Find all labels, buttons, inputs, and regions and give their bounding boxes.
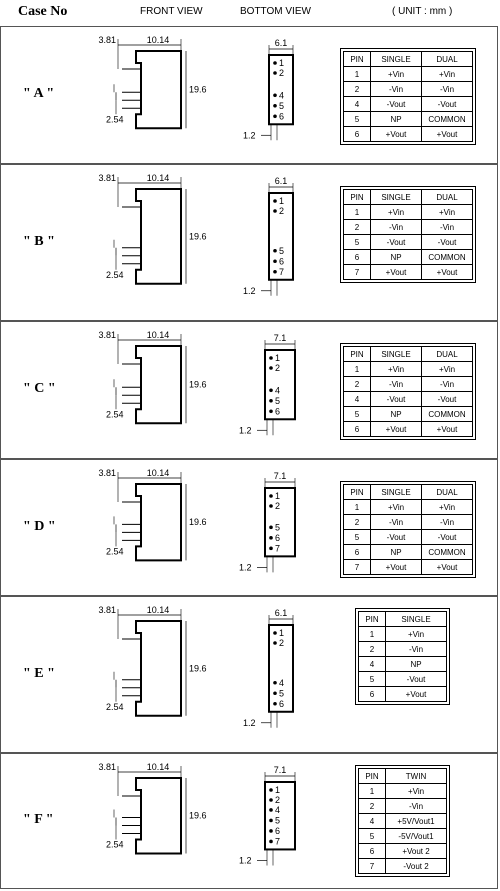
pin-number: 5 bbox=[279, 245, 285, 256]
case-label: " D " bbox=[23, 518, 56, 534]
case-diagram bbox=[1, 322, 341, 460]
table-row bbox=[344, 127, 473, 142]
pin-dot bbox=[269, 798, 273, 802]
pin-dot bbox=[269, 526, 273, 530]
table-row bbox=[344, 407, 473, 422]
table-row bbox=[359, 829, 447, 844]
pin-dot bbox=[269, 494, 273, 498]
table-cell: 1 bbox=[359, 627, 386, 642]
table-row bbox=[344, 82, 473, 97]
pin-dot bbox=[269, 366, 273, 370]
table-cell: +Vin bbox=[371, 205, 422, 220]
table-cell: +Vin bbox=[422, 205, 473, 220]
table-cell: +Vout 2 bbox=[386, 844, 447, 859]
table-row bbox=[344, 560, 473, 575]
pin-number: 1 bbox=[275, 491, 281, 501]
dim-bottom-width: 6.1 bbox=[274, 38, 288, 48]
front-body bbox=[136, 51, 181, 128]
pin-dot bbox=[269, 788, 273, 792]
dim-pitch: 2.54 bbox=[106, 269, 124, 280]
pin-dot bbox=[273, 691, 277, 695]
dim-spacing: 1.2 bbox=[243, 285, 256, 296]
table-cell: +Vout bbox=[371, 422, 422, 437]
table-header-row bbox=[359, 612, 447, 627]
pin-number: 4 bbox=[279, 677, 285, 688]
column-header: PIN bbox=[344, 485, 371, 500]
case-label: " F " bbox=[23, 812, 54, 827]
table-cell: +Vin bbox=[422, 500, 473, 515]
table-row bbox=[344, 500, 473, 515]
pin-table bbox=[343, 51, 473, 142]
table-cell: 6 bbox=[359, 844, 386, 859]
pin-dot bbox=[273, 270, 277, 274]
dim-width: 10.14 bbox=[146, 35, 170, 45]
case-diagram bbox=[1, 597, 341, 754]
case-label: " A " bbox=[23, 86, 55, 101]
table-cell: -Vout bbox=[371, 530, 422, 545]
dim-spacing: 1.2 bbox=[243, 717, 256, 728]
table-cell: 2 bbox=[344, 515, 371, 530]
column-header: SINGLE bbox=[371, 52, 422, 67]
table-row bbox=[359, 672, 447, 687]
pin-dot bbox=[273, 249, 277, 253]
table-cell: +Vout bbox=[371, 560, 422, 575]
column-header: PIN bbox=[344, 347, 371, 362]
table-cell: +Vin bbox=[371, 500, 422, 515]
pin-number: 5 bbox=[275, 522, 281, 533]
table-row bbox=[344, 235, 473, 250]
table-cell: 6 bbox=[344, 422, 371, 437]
table-cell: NP bbox=[386, 657, 447, 672]
column-header: PIN bbox=[359, 769, 386, 784]
pin-dot bbox=[269, 356, 273, 360]
case-label: " C " bbox=[23, 381, 56, 396]
case-section bbox=[0, 321, 498, 459]
table-cell: +Vin bbox=[386, 784, 447, 799]
table-cell: NP bbox=[371, 545, 422, 560]
pin-number: 4 bbox=[279, 90, 285, 101]
pin-dot bbox=[269, 808, 273, 812]
table-cell: +Vout bbox=[371, 265, 422, 280]
column-header: PIN bbox=[359, 612, 386, 627]
column-header: SINGLE bbox=[386, 612, 447, 627]
bottom-view bbox=[239, 471, 295, 572]
table-row bbox=[344, 205, 473, 220]
column-header: SINGLE bbox=[371, 190, 422, 205]
pin-number: 4 bbox=[275, 804, 281, 815]
dim-bottom-width: 6.1 bbox=[274, 608, 288, 618]
table-row bbox=[344, 530, 473, 545]
table-cell: 6 bbox=[344, 127, 371, 142]
pin-table bbox=[343, 484, 473, 575]
pin-dot bbox=[269, 409, 273, 413]
table-row bbox=[344, 422, 473, 437]
table-cell: -5V/Vout1 bbox=[386, 829, 447, 844]
table-cell: +Vin bbox=[386, 627, 447, 642]
table-row bbox=[344, 265, 473, 280]
table-header-row bbox=[344, 190, 473, 205]
table-cell: -Vout bbox=[371, 392, 422, 407]
pin-dot bbox=[273, 61, 277, 65]
dim-pin-offset: 3.81 bbox=[98, 605, 116, 615]
table-cell: -Vout 2 bbox=[386, 859, 447, 874]
dim-width: 10.14 bbox=[146, 605, 170, 615]
table-cell: +Vout bbox=[422, 127, 473, 142]
table-row bbox=[359, 627, 447, 642]
table-cell: -Vin bbox=[386, 642, 447, 657]
table-cell: 2 bbox=[359, 642, 386, 657]
pin-number: 6 bbox=[275, 825, 281, 836]
pin-number: 1 bbox=[279, 628, 285, 638]
dim-pin-offset: 3.81 bbox=[98, 173, 116, 183]
dim-width: 10.14 bbox=[146, 468, 170, 478]
table-row bbox=[359, 657, 447, 672]
table-cell: 7 bbox=[344, 560, 371, 575]
pin-number: 4 bbox=[275, 385, 281, 396]
table-row bbox=[344, 362, 473, 377]
column-header: DUAL bbox=[422, 52, 473, 67]
dim-pin-offset: 3.81 bbox=[98, 762, 116, 772]
pin-dot bbox=[269, 536, 273, 540]
table-cell: 5 bbox=[344, 407, 371, 422]
table-cell: 6 bbox=[359, 687, 386, 702]
table-cell: 1 bbox=[344, 500, 371, 515]
front-view bbox=[98, 605, 206, 716]
table-cell: 6 bbox=[344, 545, 371, 560]
front-view bbox=[98, 173, 206, 284]
table-row bbox=[359, 814, 447, 829]
table-cell: 5 bbox=[359, 672, 386, 687]
table-row bbox=[359, 844, 447, 859]
table-header-row bbox=[359, 769, 447, 784]
case-section bbox=[0, 596, 498, 753]
pin-number: 2 bbox=[275, 795, 281, 805]
dim-height: 19.6 bbox=[189, 379, 207, 390]
column-header: DUAL bbox=[422, 190, 473, 205]
case-diagram bbox=[1, 460, 341, 597]
dim-pitch: 2.54 bbox=[106, 114, 124, 125]
pin-number: 6 bbox=[279, 256, 285, 267]
table-row bbox=[344, 67, 473, 82]
dim-width: 10.14 bbox=[146, 330, 170, 340]
table-cell: 1 bbox=[344, 205, 371, 220]
dim-height: 19.6 bbox=[189, 84, 207, 95]
table-cell: COMMON bbox=[422, 407, 473, 422]
dim-height: 19.6 bbox=[189, 517, 207, 528]
table-cell: 1 bbox=[344, 362, 371, 377]
dim-spacing: 1.2 bbox=[239, 855, 252, 866]
pin-dot bbox=[269, 840, 273, 844]
pin-number: 5 bbox=[275, 395, 281, 406]
table-cell: 2 bbox=[344, 82, 371, 97]
pin-dot bbox=[273, 631, 277, 635]
table-row bbox=[359, 859, 447, 874]
header-row bbox=[0, 0, 500, 26]
pin-number: 6 bbox=[279, 698, 285, 709]
table-row bbox=[344, 220, 473, 235]
pin-number: 1 bbox=[279, 58, 285, 68]
pin-dot bbox=[269, 547, 273, 551]
table-cell: NP bbox=[371, 112, 422, 127]
dim-spacing: 1.2 bbox=[239, 425, 252, 436]
table-cell: -Vin bbox=[371, 82, 422, 97]
dim-bottom-width: 7.1 bbox=[273, 471, 287, 481]
dim-width: 10.14 bbox=[146, 173, 170, 183]
pin-number: 1 bbox=[279, 196, 285, 206]
table-cell: -Vout bbox=[422, 530, 473, 545]
pin-number: 5 bbox=[275, 815, 281, 826]
pin-dot bbox=[269, 819, 273, 823]
table-header-row bbox=[344, 52, 473, 67]
dim-spacing: 1.2 bbox=[239, 562, 252, 573]
dim-bottom-width: 7.1 bbox=[273, 333, 287, 343]
pin-number: 7 bbox=[279, 266, 285, 277]
table-cell: -Vin bbox=[386, 799, 447, 814]
bottom-view bbox=[243, 38, 293, 140]
table-cell: -Vin bbox=[422, 515, 473, 530]
pin-number: 1 bbox=[275, 785, 281, 795]
table-cell: 6 bbox=[344, 250, 371, 265]
table-cell: +Vin bbox=[422, 362, 473, 377]
table-cell: +Vout bbox=[422, 560, 473, 575]
front-view bbox=[98, 330, 206, 423]
table-row bbox=[344, 377, 473, 392]
front-view bbox=[98, 35, 206, 128]
table-row bbox=[344, 112, 473, 127]
table-cell: 5 bbox=[344, 530, 371, 545]
table-cell: 4 bbox=[359, 814, 386, 829]
bottom-view bbox=[239, 333, 295, 435]
pin-dot bbox=[273, 71, 277, 75]
table-cell: 7 bbox=[359, 859, 386, 874]
bottom-view bbox=[239, 765, 295, 865]
table-cell: -Vin bbox=[371, 515, 422, 530]
table-cell: +Vin bbox=[422, 67, 473, 82]
front-body bbox=[136, 346, 181, 423]
column-header: PIN bbox=[344, 190, 371, 205]
table-cell: NP bbox=[371, 250, 422, 265]
case-diagram bbox=[1, 165, 341, 322]
pin-number: 1 bbox=[275, 353, 281, 363]
table-row bbox=[344, 545, 473, 560]
pin-dot bbox=[269, 504, 273, 508]
column-header: DUAL bbox=[422, 347, 473, 362]
table-row bbox=[344, 392, 473, 407]
table-cell: 1 bbox=[344, 67, 371, 82]
table-cell: -Vin bbox=[422, 220, 473, 235]
dim-spacing: 1.2 bbox=[243, 130, 256, 141]
pin-dot bbox=[273, 199, 277, 203]
table-cell: NP bbox=[371, 407, 422, 422]
table-row bbox=[344, 97, 473, 112]
pin-number: 2 bbox=[275, 501, 281, 511]
table-cell: COMMON bbox=[422, 112, 473, 127]
table-row bbox=[359, 642, 447, 657]
table-cell: +Vout bbox=[422, 265, 473, 280]
pin-dot bbox=[273, 702, 277, 706]
dim-pitch: 2.54 bbox=[106, 701, 124, 712]
pin-dot bbox=[269, 388, 273, 392]
pin-number: 6 bbox=[275, 532, 281, 543]
table-cell: 2 bbox=[344, 377, 371, 392]
pin-dot bbox=[269, 399, 273, 403]
table-cell: 7 bbox=[344, 265, 371, 280]
pin-number: 5 bbox=[279, 688, 285, 699]
dim-pin-offset: 3.81 bbox=[98, 468, 116, 478]
table-cell: 1 bbox=[359, 784, 386, 799]
front-body bbox=[136, 778, 181, 853]
front-view-heading: FRONT VIEW bbox=[140, 6, 203, 17]
table-cell: 5 bbox=[344, 235, 371, 250]
case-section bbox=[0, 753, 498, 889]
case-section bbox=[0, 459, 498, 596]
table-row bbox=[359, 687, 447, 702]
table-cell: 2 bbox=[359, 799, 386, 814]
table-cell: 4 bbox=[359, 657, 386, 672]
pin-table bbox=[358, 611, 447, 702]
table-cell: +5V/Vout1 bbox=[386, 814, 447, 829]
unit-heading: ( UNIT : mm ) bbox=[392, 6, 453, 17]
dim-pitch: 2.54 bbox=[106, 546, 124, 557]
table-cell: -Vin bbox=[371, 377, 422, 392]
pin-number: 7 bbox=[275, 543, 281, 554]
pin-number: 6 bbox=[275, 406, 281, 417]
pin-number: 2 bbox=[275, 363, 281, 373]
front-view bbox=[98, 762, 206, 853]
front-body bbox=[136, 484, 181, 560]
table-cell: -Vin bbox=[371, 220, 422, 235]
case-section bbox=[0, 164, 498, 321]
table-cell: +Vout bbox=[371, 127, 422, 142]
table-cell: 4 bbox=[344, 97, 371, 112]
dim-pin-offset: 3.81 bbox=[98, 35, 116, 45]
table-cell: -Vout bbox=[422, 97, 473, 112]
bottom-view bbox=[243, 176, 293, 296]
dim-height: 19.6 bbox=[189, 231, 207, 242]
bottom-view-heading: BOTTOM VIEW bbox=[240, 6, 311, 17]
case-diagram bbox=[1, 27, 341, 165]
pin-number: 6 bbox=[279, 111, 285, 122]
table-cell: +Vout bbox=[422, 422, 473, 437]
table-cell: 4 bbox=[344, 392, 371, 407]
pin-table bbox=[343, 346, 473, 437]
table-cell: COMMON bbox=[422, 250, 473, 265]
dim-pin-offset: 3.81 bbox=[98, 330, 116, 340]
front-view bbox=[98, 468, 206, 560]
column-header: PIN bbox=[344, 52, 371, 67]
pin-number: 2 bbox=[279, 638, 285, 648]
dim-pitch: 2.54 bbox=[106, 409, 124, 420]
pin-dot bbox=[273, 104, 277, 108]
table-cell: -Vout bbox=[422, 392, 473, 407]
table-cell: -Vout bbox=[422, 235, 473, 250]
dim-pitch: 2.54 bbox=[106, 839, 124, 850]
case-no-heading: Case No bbox=[18, 4, 68, 19]
table-cell: -Vout bbox=[371, 235, 422, 250]
table-cell: -Vin bbox=[422, 82, 473, 97]
table-cell: +Vin bbox=[371, 362, 422, 377]
table-cell: -Vout bbox=[371, 97, 422, 112]
pin-number: 2 bbox=[279, 68, 285, 78]
table-cell: COMMON bbox=[422, 545, 473, 560]
table-header-row bbox=[344, 485, 473, 500]
pin-dot bbox=[273, 641, 277, 645]
table-cell: 5 bbox=[344, 112, 371, 127]
column-header: TWIN bbox=[386, 769, 447, 784]
pin-number: 5 bbox=[279, 100, 285, 111]
table-cell: -Vin bbox=[422, 377, 473, 392]
pin-dot bbox=[273, 114, 277, 118]
pin-number: 2 bbox=[279, 206, 285, 216]
table-cell: 5 bbox=[359, 829, 386, 844]
column-header: SINGLE bbox=[371, 485, 422, 500]
pin-table bbox=[343, 189, 473, 280]
dim-height: 19.6 bbox=[189, 810, 207, 821]
pin-number: 7 bbox=[275, 836, 281, 847]
table-cell: +Vin bbox=[371, 67, 422, 82]
bottom-view bbox=[243, 608, 293, 728]
table-cell: +Vout bbox=[386, 687, 447, 702]
column-header: DUAL bbox=[422, 485, 473, 500]
dim-bottom-width: 7.1 bbox=[273, 765, 287, 775]
table-row bbox=[344, 250, 473, 265]
pin-dot bbox=[273, 93, 277, 97]
front-body bbox=[136, 621, 181, 716]
front-body bbox=[136, 189, 181, 284]
table-header-row bbox=[344, 347, 473, 362]
dim-bottom-width: 6.1 bbox=[274, 176, 288, 186]
table-cell: -Vout bbox=[386, 672, 447, 687]
dim-height: 19.6 bbox=[189, 663, 207, 674]
case-diagram bbox=[1, 754, 341, 890]
pin-table bbox=[358, 768, 447, 874]
pin-dot bbox=[273, 259, 277, 263]
table-row bbox=[359, 799, 447, 814]
pin-dot bbox=[269, 829, 273, 833]
case-label: " E " bbox=[23, 665, 55, 681]
table-row bbox=[359, 784, 447, 799]
pin-dot bbox=[273, 209, 277, 213]
table-row bbox=[344, 515, 473, 530]
column-header: SINGLE bbox=[371, 347, 422, 362]
case-label: " B " bbox=[23, 233, 55, 249]
dim-width: 10.14 bbox=[146, 762, 170, 772]
pin-dot bbox=[273, 681, 277, 685]
table-cell: 2 bbox=[344, 220, 371, 235]
case-section bbox=[0, 26, 498, 164]
